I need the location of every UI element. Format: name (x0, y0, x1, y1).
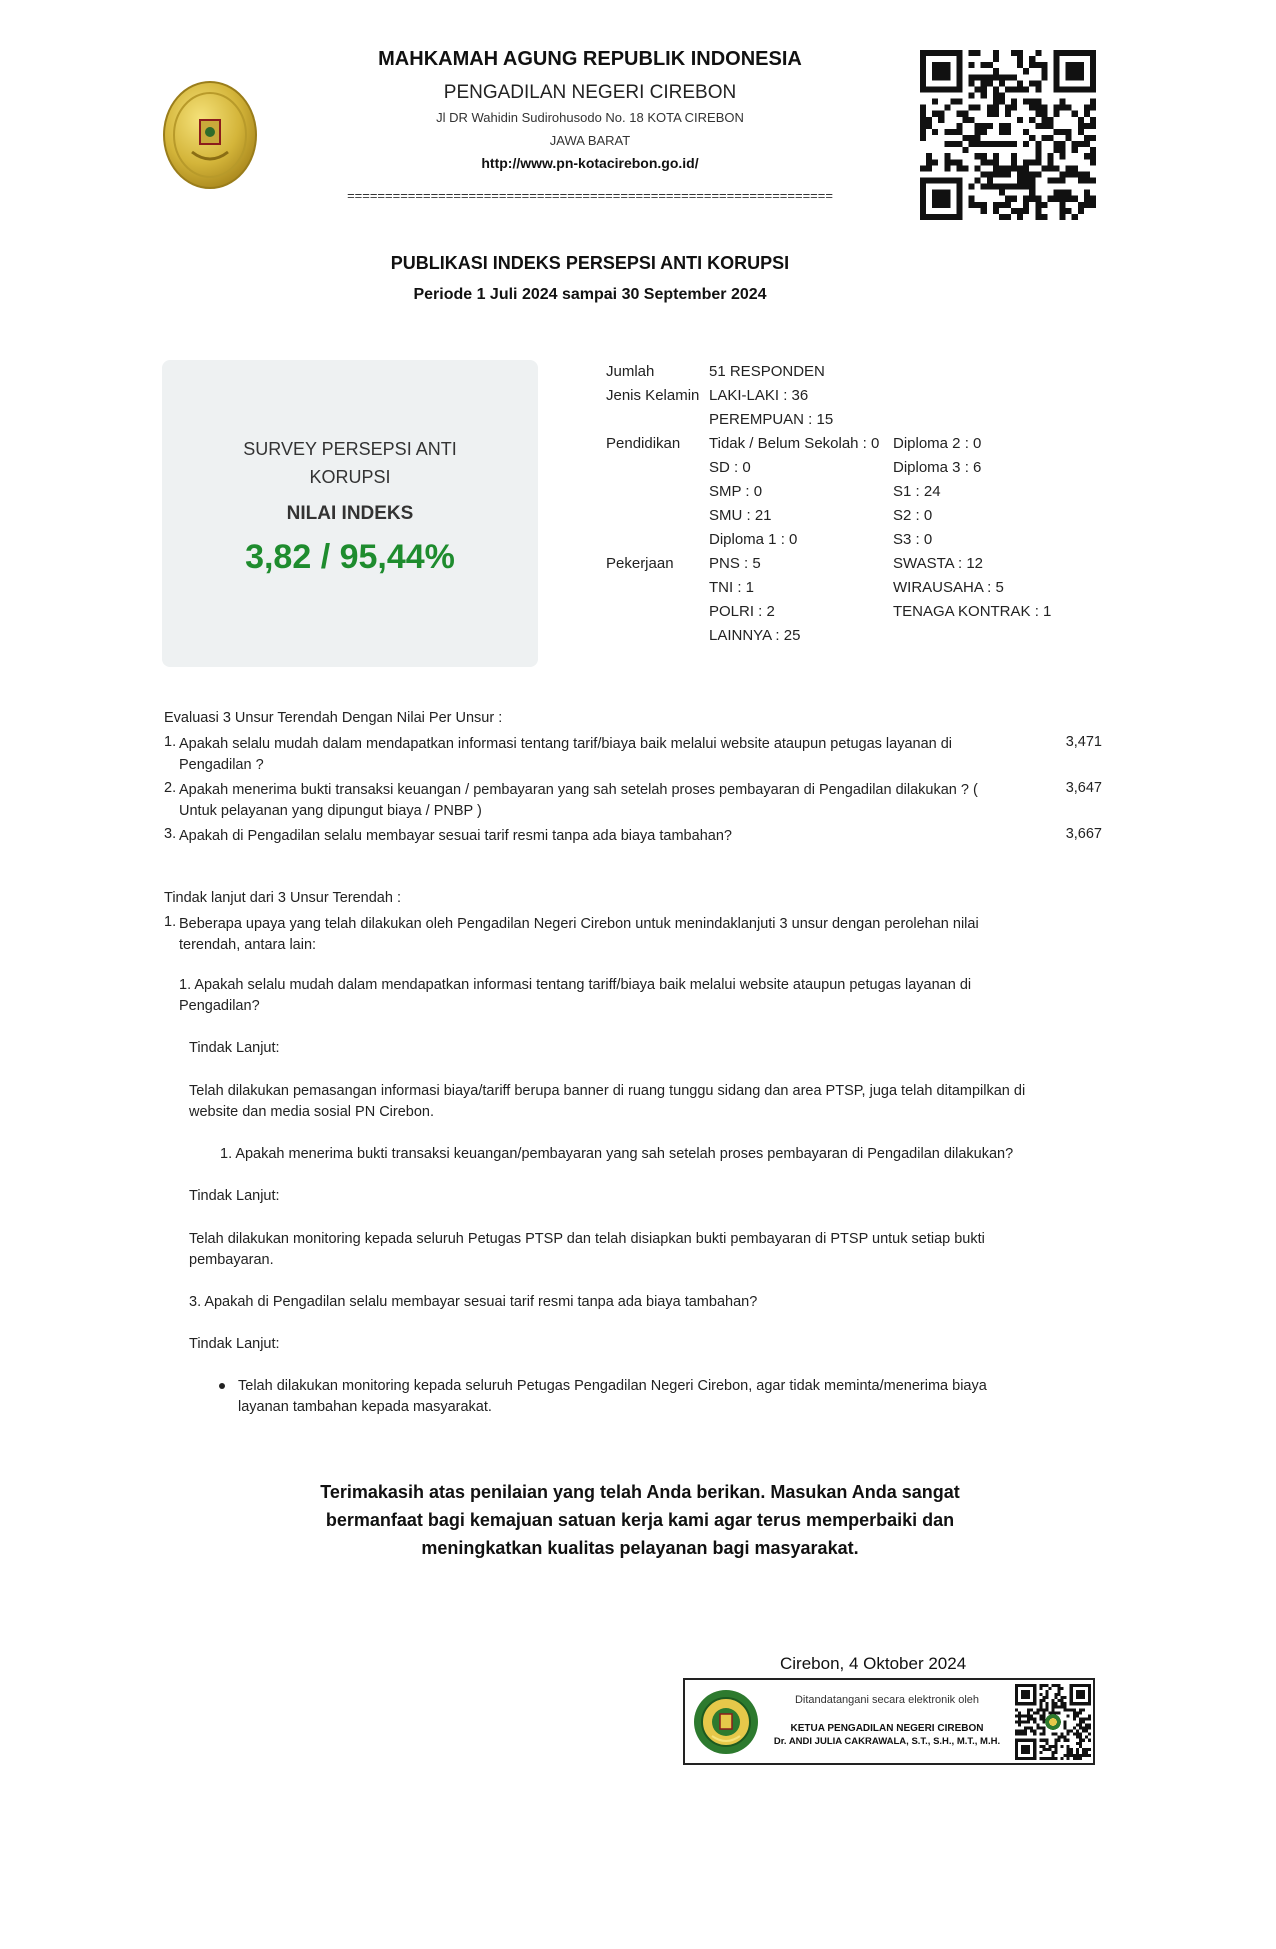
header-divider: ================================================================ (347, 188, 833, 203)
education-item: S3 : 0 (893, 531, 933, 548)
job-item: SWASTA : 12 (893, 555, 984, 572)
org-name: MAHKAMAH AGUNG REPUBLIK INDONESIA (378, 48, 802, 70)
survey-title: SURVEY PERSEPSI ANTI KORUPSI (243, 439, 457, 487)
evaluation-item-number: 3. (164, 826, 177, 842)
bullet-icon (219, 1383, 225, 1389)
followup-question-1: 1. Apakah selalu mudah dalam mendapatkan informasi tentang tariff/biaya baik melalui website ataupun petugas layanan di Pengadilan? (179, 977, 972, 1014)
evaluation-item-value: 3,647 (1065, 780, 1102, 796)
evaluation-heading: Evaluasi 3 Unsur Terendah Dengan Nilai Per Unsur : (164, 710, 503, 726)
evaluation-item-number: 2. (164, 780, 177, 796)
followup-intro: Beberapa upaya yang telah dilakukan oleh Pengadilan Negeri Cirebon untuk menindaklanjuti 3 unsur dengan perolehan nilai terendah, antara lain: (179, 916, 979, 953)
court-seal-icon (693, 1688, 759, 1756)
education-item: SMU : 21 (709, 507, 772, 524)
supreme-court-emblem (162, 80, 258, 190)
court-name: PENGADILAN NEGERI CIREBON (443, 82, 737, 103)
education-item: Diploma 1 : 0 (709, 531, 798, 548)
education-item: Tidak / Belum Sekolah : 0 (709, 435, 880, 452)
education-item: Diploma 3 : 6 (893, 459, 982, 476)
job-item: POLRI : 2 (709, 603, 775, 620)
evaluation-item-text: Apakah menerima bukti transaksi keuangan / pembayaran yang sah setelah proses pembayaran di Pengadilan dilakukan ? ( Untuk pelayanan yang dipungut biaya / PNBP ) (179, 782, 978, 819)
evaluation-item-value: 3,471 (1065, 734, 1102, 750)
signed-note: Ditandatangani secara elektronik oleh (794, 1694, 980, 1706)
evaluation-item-number: 1. (164, 734, 177, 750)
education-label: Pendidikan (606, 435, 681, 452)
education-item: Diploma 2 : 0 (893, 435, 982, 452)
job-item: TNI : 1 (709, 579, 755, 596)
period: Periode 1 Juli 2024 sampai 30 September 2024 (413, 286, 767, 303)
job-item: PNS : 5 (709, 555, 761, 572)
jumlah-label: Jumlah (606, 363, 655, 380)
job-item: WIRAUSAHA : 5 (893, 579, 1004, 596)
index-value: 3,82 / 95,44% (245, 538, 455, 576)
court-address: Jl DR Wahidin Sudirohusodo No. 18 KOTA CIREBON (436, 110, 744, 125)
signature-date: Cirebon, 4 Oktober 2024 (780, 1654, 967, 1673)
education-item: SMP : 0 (709, 483, 763, 500)
followup-answer-3: Telah dilakukan monitoring kepada seluruh Petugas Pengadilan Negeri Cirebon, agar tidak meminta/menerima biaya layanan tambahan kepada masyarakat. (238, 1378, 987, 1415)
evaluation-item-text: Apakah di Pengadilan selalu membayar sesuai tarif resmi tanpa ada biaya tambahan? (179, 828, 732, 844)
followup-answer-2: Telah dilakukan monitoring kepada seluruh Petugas PTSP dan telah disiapkan bukti pembayaran di PTSP untuk setiap bukti pembayaran. (189, 1231, 985, 1268)
followup-answer-1: Telah dilakukan pemasangan informasi biaya/tariff berupa banner di ruang tunggu sidang dan area PTSP, juga telah ditampilkan di website dan media sosial PN Cirebon. (189, 1083, 1026, 1120)
followup-label: Tindak Lanjut: (189, 1040, 280, 1056)
index-label: NILAI INDEKS (286, 503, 414, 524)
thanks-message: Terimakasih atas penilaian yang telah Anda berikan. Masukan Anda sangat bermanfaat bagi kemajuan satuan kerja kami agar terus memperbaiki dan meningkatkan kualitas pelayanan bagi masyarakat. (320, 1482, 960, 1558)
jumlah-value: 51 RESPONDEN (709, 363, 825, 380)
signer-name: Dr. ANDI JULIA CAKRAWALA, S.T., S.H., M.T., M.H. (773, 1736, 1001, 1747)
qr-code-icon (920, 50, 1096, 220)
gender-female: PEREMPUAN : 15 (709, 411, 834, 428)
job-label: Pekerjaan (606, 555, 674, 572)
page-title: PUBLIKASI INDEKS PERSEPSI ANTI KORUPSI (390, 253, 790, 273)
followup-number: 1. (164, 914, 177, 930)
court-province: JAWA BARAT (549, 133, 631, 148)
gender-label: Jenis Kelamin (606, 387, 700, 404)
court-website-link[interactable]: http://www.pn-kotacirebon.go.id/ (481, 155, 699, 171)
job-item: TENAGA KONTRAK : 1 (893, 603, 1052, 620)
education-item: S1 : 24 (893, 483, 941, 500)
electronic-signature-box (683, 1678, 1095, 1765)
education-item: S2 : 0 (893, 507, 933, 524)
followup-question-2: 1. Apakah menerima bukti transaksi keuangan/pembayaran yang sah setelah proses pembayaran di Pengadilan dilakukan? (220, 1146, 1014, 1162)
qr-code-icon (1015, 1684, 1091, 1760)
followup-question-3: 3. Apakah di Pengadilan selalu membayar sesuai tarif resmi tanpa ada biaya tambahan? (189, 1294, 758, 1310)
followup-label: Tindak Lanjut: (189, 1188, 280, 1204)
job-item: LAINNYA : 25 (709, 627, 801, 644)
evaluation-item-value: 3,667 (1065, 826, 1102, 842)
gender-male: LAKI-LAKI : 36 (709, 387, 809, 404)
index-score-card (162, 360, 538, 667)
evaluation-item-text: Apakah selalu mudah dalam mendapatkan informasi tentang tarif/biaya baik melalui website ataupun petugas layanan di Pengadilan ? (179, 736, 953, 773)
followup-heading: Tindak lanjut dari 3 Unsur Terendah : (164, 890, 401, 906)
signer-position: KETUA PENGADILAN NEGERI CIREBON (790, 1723, 984, 1734)
followup-label: Tindak Lanjut: (189, 1336, 280, 1352)
education-item: SD : 0 (709, 459, 751, 476)
